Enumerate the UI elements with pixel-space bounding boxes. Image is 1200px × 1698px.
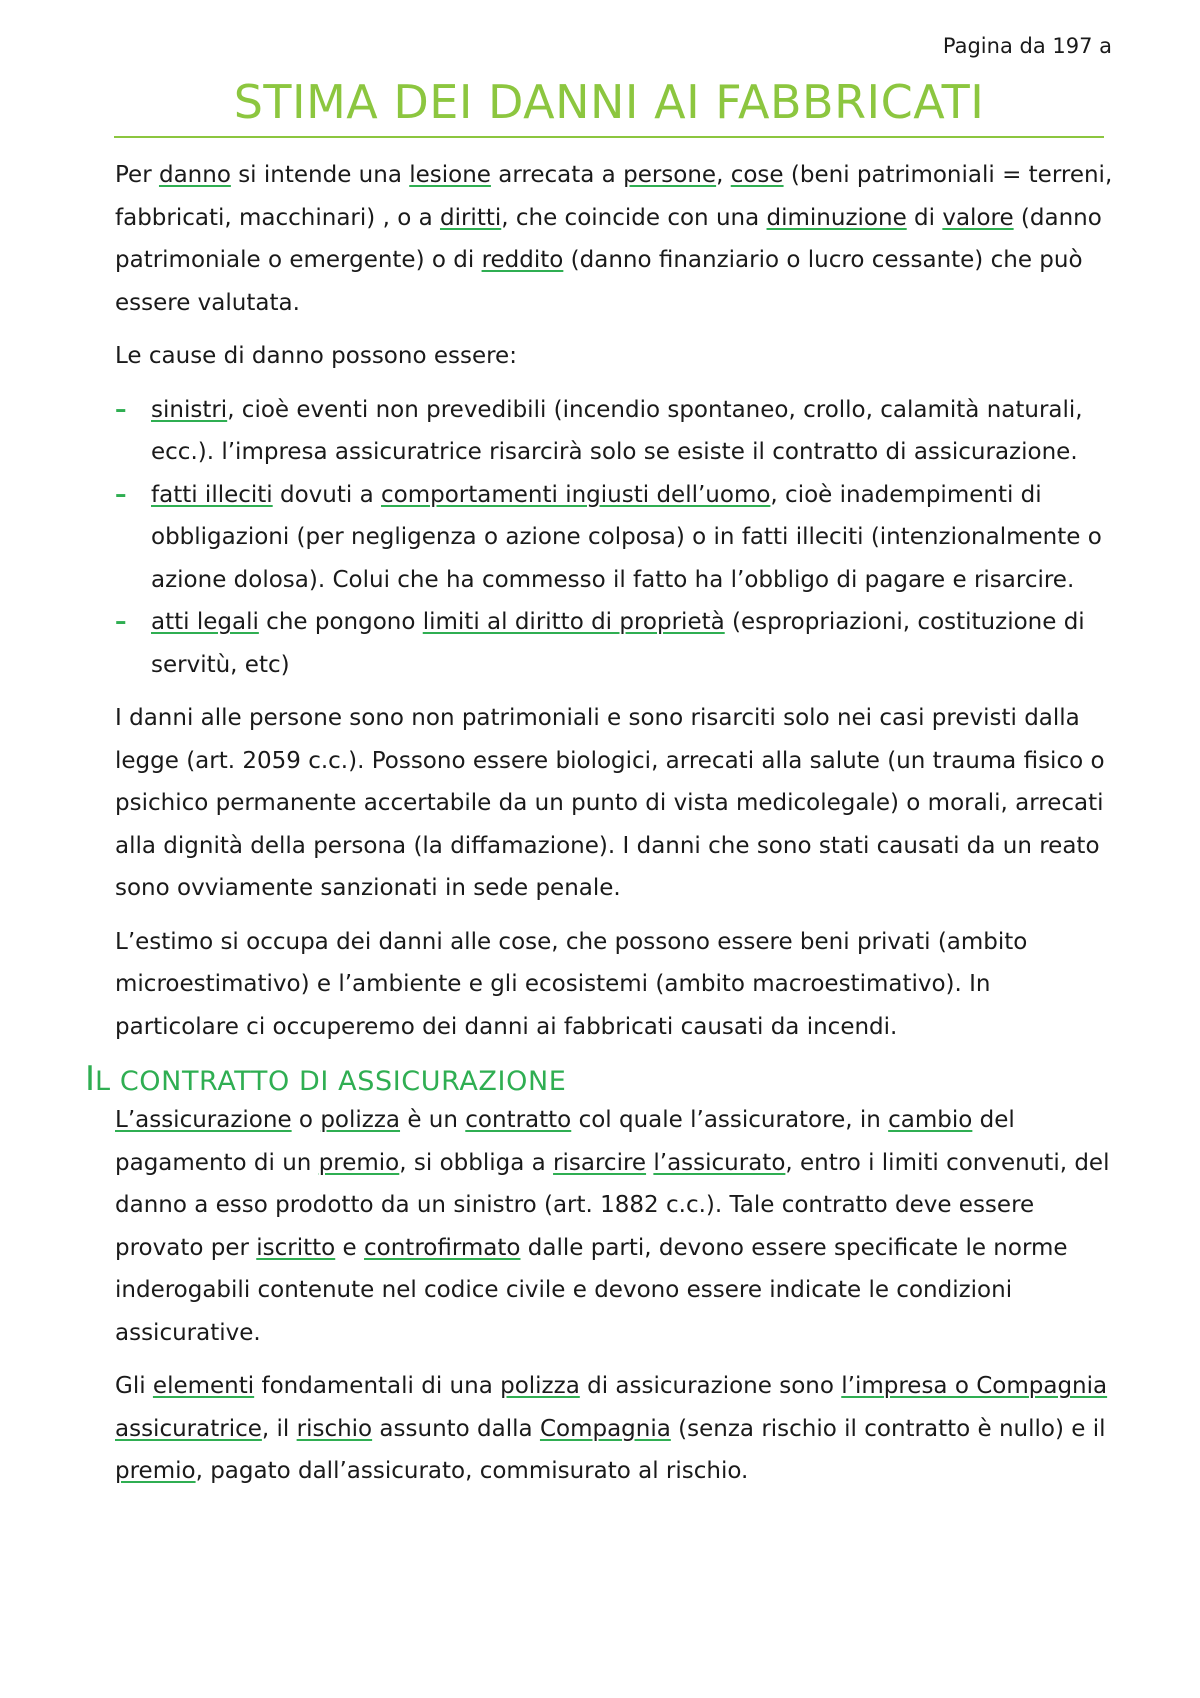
title-underline-rule xyxy=(114,136,1104,138)
dash-bullet-icon: – xyxy=(115,396,127,423)
paragraph-insurance-definition: L’assicurazione o polizza è un contratto col quale l’assicuratore, in cambio del pagamento di un premio, si obbliga a risarcire l’assicurato, entro i limiti convenuti, del danno a esso prodotto da un sinistro (art. 1882 c.c.). Tale contratto deve essere provato per iscritto e controfirmato dalle parti, devono essere specificate le norme inderogabili contenute nel codice civile e devono essere indicate le condizioni assicurative. xyxy=(115,1107,1110,1346)
paragraph-causes-intro: Le cause di danno possono essere: xyxy=(115,343,517,369)
causes-list xyxy=(115,389,1115,687)
page-number: Pagina da 197 a xyxy=(942,34,1112,58)
dash-bullet-icon: – xyxy=(115,481,127,508)
document-title: STIMA DEI DANNI AI FABBRICATI xyxy=(233,75,985,129)
list-item: – sinistri, cioè eventi non prevedibili (incendio spontaneo, crollo, calamità naturali, ecc.). l’impresa assicuratrice risarcirà solo se esiste il contratto di assicurazione. xyxy=(115,389,1115,474)
paragraph-estimation-scope: L’estimo si occupa dei danni alle cose, che possono essere beni privati (ambito microestimativo) e l’ambiente e gli ecosistemi (ambito macroestimativo). In particolare ci occuperemo dei danni ai fabbricati causati da incendi. xyxy=(115,928,1028,1040)
document-body xyxy=(85,154,1115,1504)
paragraph-definition: Per danno si intende una lesione arrecata a persone, cose (beni patrimoniali = terreni, fabbricati, macchinari) , o a diritti, che coincide con una diminuzione di valore (danno patrimoniale o emergente) o di reddito (danno finanziario o lucro cessante) che può essere valutata. xyxy=(115,162,1113,316)
section-heading: IL CONTRATTO DI ASSICURAZIONE xyxy=(85,1059,567,1099)
paragraph-personal-damage: I danni alle persone sono non patrimoniali e sono risarciti solo nei casi previsti dalla legge (art. 2059 c.c.). Possono essere biologici, arrecati alla salute (un trauma fisico o psichico permanente accertabile da un punto di vista medicolegale) o morali, arrecati alla dignità della persona (la diffamazione). I danni che sono stati causati da un reato sono ovviamente sanzionati in sede penale. xyxy=(115,705,1105,901)
list-item: – atti legali che pongono limiti al diritto di proprietà (espropriazioni, costituzione di servitù, etc) xyxy=(115,601,1115,686)
dash-bullet-icon: – xyxy=(115,609,127,635)
paragraph-policy-elements: Gli elementi fondamentali di una polizza di assicurazione sono l’impresa o Compagnia assicuratrice, il rischio assunto dalla Compagnia (senza rischio il contratto è nullo) e il premio, pagato dall’assicurato, commisurato al rischio. xyxy=(115,1373,1108,1484)
list-item: – fatti illeciti dovuti a comportamenti ingiusti dell’uomo, cioè inadempimenti di obbligazioni (per negligenza o azione colposa) o in fatti illeciti (intenzionalmente o azione dolosa). Colui che ha commesso il fatto ha l’obbligo di pagare e risarcire. xyxy=(115,474,1115,602)
